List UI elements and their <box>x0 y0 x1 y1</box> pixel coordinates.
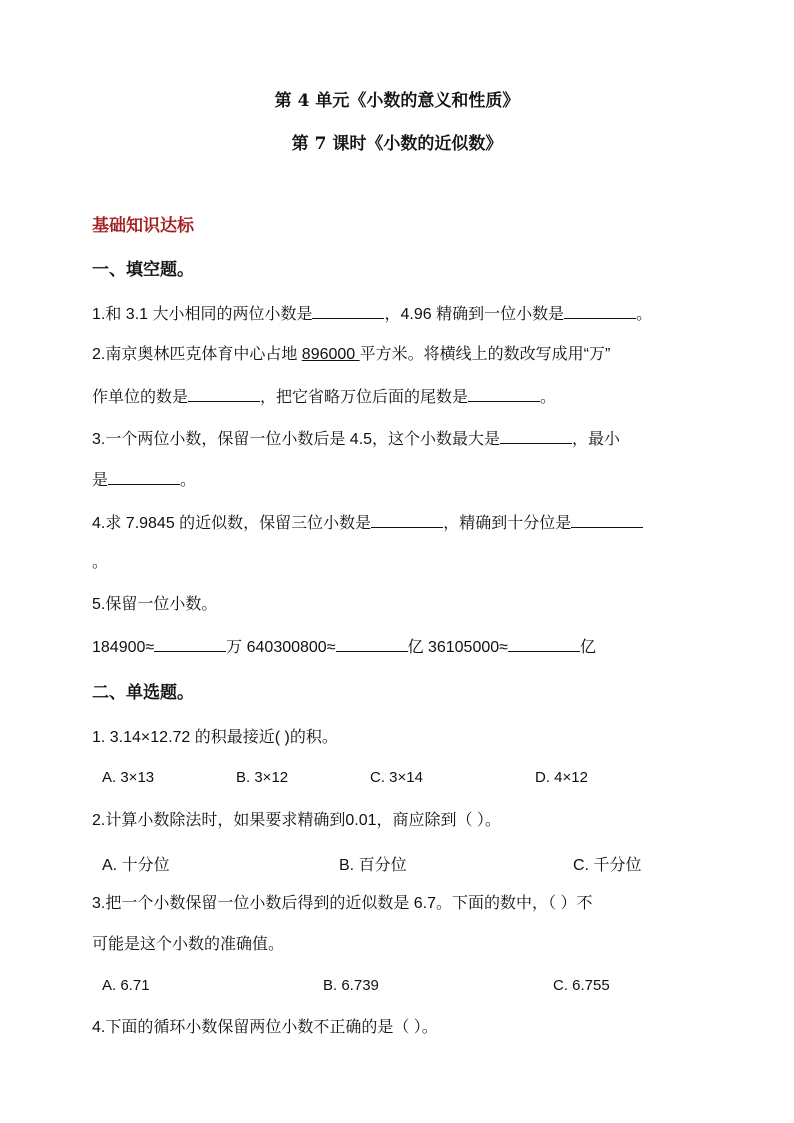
answer-blank[interactable] <box>468 386 540 402</box>
answer-blank[interactable] <box>154 636 226 652</box>
answer-blank[interactable] <box>564 303 636 319</box>
answer-blank[interactable] <box>336 636 408 652</box>
mc-q1-option-d[interactable]: D. 4×12 <box>535 769 588 786</box>
mc-q2-option-a[interactable]: A. 十分位 <box>102 857 170 874</box>
fill-q5-items: 184900≈ 万 640300800≈ 亿 36105000≈ 亿 <box>92 636 596 658</box>
underlined-number: 896000 <box>301 346 360 363</box>
answer-blank[interactable] <box>508 636 580 652</box>
fill-q5-prompt: 5.保留一位小数。 <box>92 596 218 613</box>
fill-q3-line1: 3.一个两位小数，保留一位小数后是 4.5，这个小数最大是 ，最小 <box>92 428 620 450</box>
mc-q2-stem: 2.计算小数除法时，如果要求精确到0.01，商应除到（ ）。 <box>92 812 501 829</box>
mc-q3-stem-line2: 可能是这个小数的准确值。 <box>92 936 285 953</box>
mc-q2-option-c[interactable]: C. 千分位 <box>573 857 642 874</box>
mc-q3-option-b[interactable]: B. 6.739 <box>323 977 379 994</box>
mc-q1-stem: 1. 3.14×12.72 的积最接近( )的积。 <box>92 729 338 746</box>
lesson-title: 第 7 课时《小数的近似数》 <box>291 134 503 154</box>
answer-blank[interactable] <box>571 512 643 528</box>
mc-q1-option-c[interactable]: C. 3×14 <box>370 769 423 786</box>
mc-q3-stem-line1: 3.把一个小数保留一位小数后得到的近似数是 6.7。下面的数中，（ ）不 <box>92 895 593 912</box>
answer-blank[interactable] <box>188 386 260 402</box>
fill-q4-line1: 4.求 7.9845 的近似数，保留三位小数是 ，精确到十分位是 <box>92 512 643 534</box>
fill-q2-line2: 作单位的数是 ，把它省略万位后面的尾数是 。 <box>92 386 556 408</box>
part2-heading: 二、单选题。 <box>92 683 194 703</box>
mc-q1-option-a[interactable]: A. 3×13 <box>102 769 155 786</box>
fill-q1: 1.和 3.1 大小相同的两位小数是 ，4.96 精确到一位小数是 。 <box>92 303 652 325</box>
fill-q2-line1: 2.南京奥林匹克体育中心占地 896000 平方米。将横线上的数改写成用“万” <box>92 346 611 363</box>
part1-heading: 一、填空题。 <box>92 260 194 280</box>
fill-q3-line2: 是 。 <box>92 469 196 491</box>
answer-blank[interactable] <box>371 512 443 528</box>
answer-blank[interactable] <box>500 428 572 444</box>
mc-q1-option-b[interactable]: B. 3×12 <box>236 769 289 786</box>
mc-q3-option-c[interactable]: C. 6.755 <box>553 977 610 994</box>
answer-blank[interactable] <box>108 469 180 485</box>
mc-q3-option-a[interactable]: A. 6.71 <box>102 977 150 994</box>
mc-q2-option-b[interactable]: B. 百分位 <box>339 857 407 874</box>
fill-q4-line2: 。 <box>92 554 109 571</box>
unit-title: 第 4 单元《小数的意义和性质》 <box>274 91 520 111</box>
answer-blank[interactable] <box>312 303 384 319</box>
section-label: 基础知识达标 <box>92 216 194 236</box>
mc-q4-stem: 4.下面的循环小数保留两位小数不正确的是（ ）。 <box>92 1019 438 1036</box>
